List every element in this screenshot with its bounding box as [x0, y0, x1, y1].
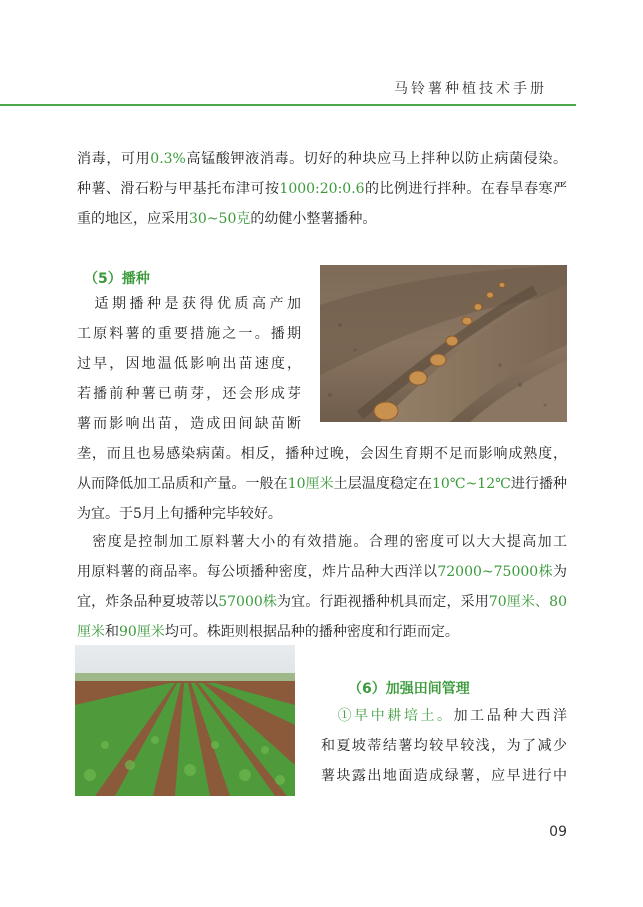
- body-text: 均可。株距则根据品种的播种密度和行距而定。: [164, 624, 459, 640]
- highlight-text: 70厘米、80: [488, 594, 567, 610]
- density-paragraph: [77, 527, 567, 647]
- highlight-text: 1000:20:0.6: [279, 181, 365, 197]
- text-line: [77, 557, 567, 587]
- text-line: [321, 761, 567, 791]
- body-text: 工原料薯的重要措施之一。播期: [77, 326, 301, 342]
- photo-seed-potatoes-in-furrow: [320, 265, 567, 422]
- body-text: 的幼健小整薯播种。: [250, 211, 377, 227]
- highlight-text: 厘米: [77, 624, 105, 640]
- intro-paragraph: [77, 144, 567, 234]
- page-number: 09: [549, 824, 567, 840]
- highlight-text: 0.3%: [150, 151, 186, 167]
- text-line: [321, 701, 567, 731]
- body-text: 为: [553, 564, 567, 580]
- highlight-text: 30~50克: [189, 211, 251, 227]
- text-line: [77, 319, 301, 349]
- body-text: 加工品种大西洋: [453, 708, 567, 724]
- highlight-text: 57000株: [218, 594, 278, 610]
- photo-potato-field-rows: [75, 645, 295, 796]
- body-text: 和: [105, 624, 119, 640]
- text-line: [77, 409, 301, 439]
- section-5-wrap-text: [77, 289, 301, 439]
- highlight-text: 10℃~12℃: [432, 476, 511, 492]
- body-text: 为宜。于5月上旬播种完毕较好。: [77, 506, 282, 522]
- body-text: 从而降低加工品质和产量。一般在: [77, 476, 288, 492]
- section-6-text: [321, 701, 567, 791]
- body-text: 为宜。行距视播种机具而定，采用: [277, 594, 489, 610]
- text-line: [321, 731, 567, 761]
- body-text: 过早，因地温低影响出苗速度，: [77, 356, 301, 372]
- body-text: 进行播种: [510, 476, 567, 492]
- body-text: 种薯、滑石粉与甲基托布津可按: [77, 181, 280, 197]
- body-text: 高锰酸钾液消毒。切好的种块应马上拌种以防止病菌侵染。: [185, 151, 567, 167]
- highlight-text: ①早中耕培土。: [337, 708, 454, 724]
- text-line: [77, 527, 567, 557]
- text-line: [77, 144, 567, 174]
- body-text: 重的地区，应采用: [77, 211, 189, 227]
- section-5-heading: （5）播种: [84, 271, 150, 287]
- body-text: 垄，而且也易感染病菌。相反，播种过晚，会因生育期不足而影响成熟度，: [77, 446, 567, 462]
- body-text: 薯而影响出苗，造成田间缺苗断: [77, 416, 301, 432]
- text-line: [77, 379, 301, 409]
- body-text: 若播前种薯已萌芽，还会形成芽: [77, 386, 301, 402]
- text-line: [77, 587, 567, 617]
- section-5-full-text: [77, 439, 567, 529]
- highlight-text: 90厘米: [119, 624, 165, 640]
- body-text: 薯块露出地面造成绿薯，应早进行中: [321, 768, 567, 784]
- body-text: 的比例进行拌种。在春旱春寒严: [364, 181, 567, 197]
- highlight-text: 10厘米: [287, 476, 334, 492]
- text-line: [77, 174, 567, 204]
- text-line: [77, 469, 567, 499]
- header-rule: [0, 104, 576, 106]
- text-line: [77, 499, 567, 529]
- body-text: 消毒，可用: [77, 151, 151, 167]
- text-line: [77, 349, 301, 379]
- body-text: 用原料薯的商品率。每公顷播种密度，炸片品种大西洋以: [77, 564, 438, 580]
- text-line: [77, 289, 301, 319]
- text-line: [77, 204, 567, 234]
- running-header-title: 马铃薯种植技术手册: [394, 81, 547, 97]
- body-text: 密度是控制加工原料薯大小的有效措施。合理的密度可以大大提高加工: [77, 534, 567, 550]
- section-6-heading: （6）加强田间管理: [348, 681, 470, 697]
- highlight-text: 72000~75000株: [437, 564, 553, 580]
- text-line: [77, 439, 567, 469]
- text-line: [77, 617, 567, 647]
- body-text: 和夏坡蒂结薯均较早较浅，为了减少: [321, 738, 567, 754]
- body-text: 土层温度稳定在: [333, 476, 432, 492]
- body-text: [321, 708, 338, 724]
- body-text: 适期播种是获得优质高产加: [77, 296, 301, 312]
- body-text: 宜，炸条品种夏坡蒂以: [77, 594, 219, 610]
